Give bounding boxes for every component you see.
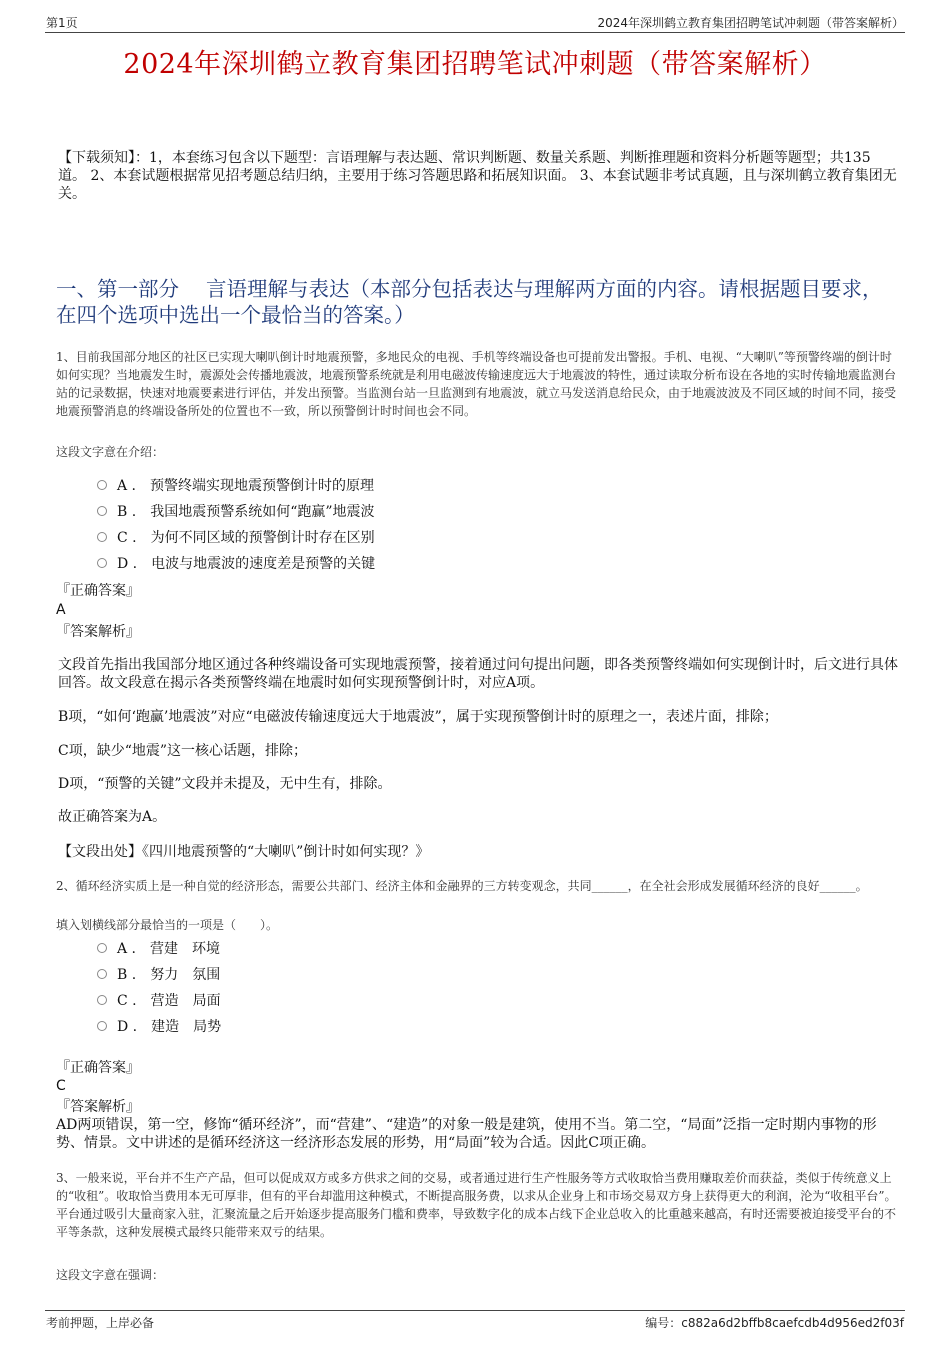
- question-2-option-d[interactable]: D . 建造 局势: [97, 1017, 221, 1037]
- radio-icon[interactable]: [97, 943, 107, 953]
- radio-icon[interactable]: [97, 1021, 107, 1031]
- header-rule: [45, 32, 905, 33]
- question-3-text: 3、一般来说，平台并不生产产品，但可以促成双方或多方供求之间的交易，或者通过进行生产性服务等方式收取恰当费用赚取差价而获益，类似于传统意义上的“收租”。收取恰当费用本无可厚非，但有的平台却滥用这种模式，不断提高服务费，以求从企业身上和市场交易双方身上获得更大的利润，沦为“收租平台”。平台通过吸引大量商家入驻，汇聚流量之后开始逐步提高服务门槛和费率，导致数字化的成本占线下企业总收入的比重越来越高，有时还需要被迫接受平台的不平等条款，这种发展模式最终只能带来双亏的结果。: [56, 1171, 897, 1239]
- question-3-prompt: 这段文字意在强调：: [56, 1268, 165, 1282]
- question-1-answer: A: [56, 602, 66, 618]
- footer-rule: [45, 1310, 905, 1311]
- radio-icon[interactable]: [97, 480, 107, 490]
- page-number: 第1页: [46, 16, 78, 30]
- question-2-prompt: 填入划横线部分最恰当的一项是（ ）。: [56, 918, 279, 932]
- question-1-analysis-4: D项，“预警的关键”文段并未提及，无中生有，排除。: [58, 776, 392, 792]
- question-1-analysis-3: C项，缺少“地震”这一核心话题，排除；: [58, 743, 308, 759]
- question-2-text: 2、循环经济实质上是一种自觉的经济形态，需要公共部门、经济主体和金融界的三方转变观念，共同______，在全社会形成发展循环经济的良好______。: [56, 879, 868, 893]
- question-1-analysis-1: 文段首先指出我国部分地区通过各种终端设备可实现地震预警，接着通过问句提出问题，即各类预警终端如何实现倒计时，后文进行具体回答。故文段意在揭示各类预警终端在地震时如何实现预警倒计时，对应A项。: [58, 657, 898, 691]
- section-heading: 一、第一部分 言语理解与表达（本部分包括表达与理解两方面的内容。请根据题目要求，在四个选项中选出一个最恰当的答案。）: [56, 277, 883, 327]
- question-1-option-c[interactable]: C . 为何不同区域的预警倒计时存在区别: [97, 528, 375, 548]
- footer-code: [645, 1314, 904, 1331]
- question-1-option-d[interactable]: D . 电波与地震波的速度差是预警的关键: [97, 554, 375, 574]
- radio-icon[interactable]: [97, 532, 107, 542]
- running-header-title: 2024年深圳鹤立教育集团招聘笔试冲刺题（带答案解析）: [597, 16, 904, 30]
- question-1-text: 1、目前我国部分地区的社区已实现大喇叭倒计时地震预警，多地民众的电视、手机等终端设备也可提前发出警报。手机、电视、“大喇叭”等预警终端的倒计时如何实现？当地震发生时，震源处会传播地震波，地震预警系统就是利用电磁波传输速度远大于地震波的特性，通过读取分析布设在各地的实时传输地震监测台站的记录数据，快速对地震要素进行评估，并发出预警。当监测台站一旦监测到有地震波，就立马发送消息给民众，由于地震波波及不同区域的时间不同，接受地震预警消息的终端设备所处的位置也不一致，所以预警倒计时时间也会不同。: [56, 350, 897, 418]
- question-2-answer: C: [56, 1078, 66, 1094]
- question-1-option-a[interactable]: A . 预警终端实现地震预警倒计时的原理: [97, 476, 374, 496]
- page-title: 2024年深圳鹤立教育集团招聘笔试冲刺题（带答案解析）: [123, 49, 827, 80]
- question-1-option-b[interactable]: B . 我国地震预警系统如何“跑赢”地震波: [97, 502, 375, 522]
- footer-code-value: c882a6d2bffb8caefcdb4d956ed2f03f: [681, 1316, 904, 1330]
- question-1-analysis-5: 故正确答案为A。: [58, 809, 167, 825]
- question-2-option-a[interactable]: A . 营建 环境: [97, 939, 220, 959]
- footer-slogan: 考前押题，上岸必备: [46, 1316, 155, 1330]
- question-2-option-c[interactable]: C . 营造 局面: [97, 991, 221, 1011]
- footer-code-label: 编号：: [645, 1316, 682, 1330]
- question-2-analysis-label: 『答案解析』: [56, 1099, 140, 1115]
- radio-icon[interactable]: [97, 969, 107, 979]
- question-1-analysis-2: B项，“如何‘跑赢’地震波”对应“电磁波传输速度远大于地震波”，属于实现预警倒计时的原理之一，表述片面，排除；: [58, 709, 778, 725]
- question-1-prompt: 这段文字意在介绍：: [56, 445, 165, 459]
- question-2-analysis: AD两项错误，第一空，修饰“循环经济”，而“营建”、“建造”的对象一般是建筑，使用不当。第二空，“局面”泛指一定时期内事物的形势、情景。文中讲述的是循环经济这一经济形态发展的形势，用“局面”较为合适。因此C项正确。: [56, 1117, 877, 1151]
- radio-icon[interactable]: [97, 558, 107, 568]
- radio-icon[interactable]: [97, 995, 107, 1005]
- question-1-analysis-label: 『答案解析』: [56, 624, 140, 640]
- question-1-answer-label: 『正确答案』: [56, 583, 140, 599]
- question-2-answer-label: 『正确答案』: [56, 1060, 140, 1076]
- radio-icon[interactable]: [97, 506, 107, 516]
- download-notice: 【下载须知】：1，本套练习包含以下题型：言语理解与表达题、常识判断题、数量关系题、判断推理题和资料分析题等题型；共135道。 2、本套试题根据常见招考题总结归纳，主要用于练习答题思路和拓展知识面。 3、本套试题非考试真题，且与深圳鹤立教育集团无关。: [58, 150, 897, 202]
- question-1-source: 【文段出处】《四川地震预警的“大喇叭”倒计时如何实现？》: [58, 844, 430, 860]
- question-2-option-b[interactable]: B . 努力 氛围: [97, 965, 220, 985]
